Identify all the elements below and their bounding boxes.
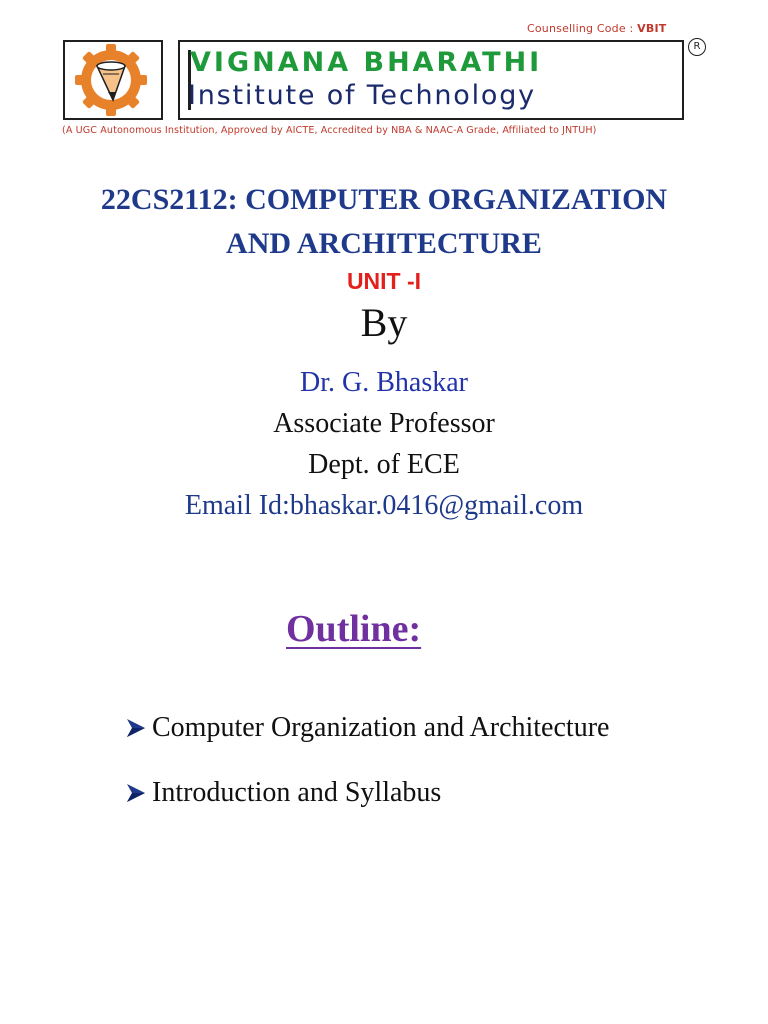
author-name: Dr. G. Bhaskar (300, 367, 468, 398)
accreditation-line: (A UGC Autonomous Institution, Approved by AICTE, Accredited by NBA & NAAC-A Grade, Affiliated to JNTUH) (62, 125, 597, 136)
course-title-line-1: 22CS2112: COMPUTER ORGANIZATION (100, 183, 668, 216)
list-item (124, 706, 609, 750)
institution-name: VIGNANA BHARATHI (190, 47, 543, 78)
counselling-code (527, 22, 666, 35)
by-label: By (360, 300, 408, 345)
institution-subtitle: Institute of Technology (188, 80, 536, 111)
logo-emblem-icon (65, 42, 161, 118)
unit-label: UNIT -I (346, 268, 422, 294)
registered-trademark-icon: R (688, 38, 706, 56)
author-designation: Associate Professor (273, 408, 495, 439)
course-title-line-2: AND ARCHITECTURE (226, 227, 542, 260)
arrow-bullet-icon (124, 782, 148, 804)
outline-item-label: Introduction and Syllabus (152, 777, 442, 808)
outline-heading: Outline: (286, 608, 422, 650)
author-email: Email Id:bhaskar.0416@gmail.com (184, 490, 584, 521)
arrow-bullet-icon (124, 717, 148, 739)
counselling-code-label: Counselling Code : (527, 22, 638, 35)
institution-logo (63, 40, 163, 120)
course-title (0, 178, 768, 266)
author-department: Dept. of ECE (308, 449, 460, 480)
outline-item-label: Computer Organization and Architecture (152, 712, 610, 743)
counselling-code-value: VBIT (637, 22, 667, 35)
list-item (124, 771, 609, 815)
outline-list (124, 706, 609, 836)
